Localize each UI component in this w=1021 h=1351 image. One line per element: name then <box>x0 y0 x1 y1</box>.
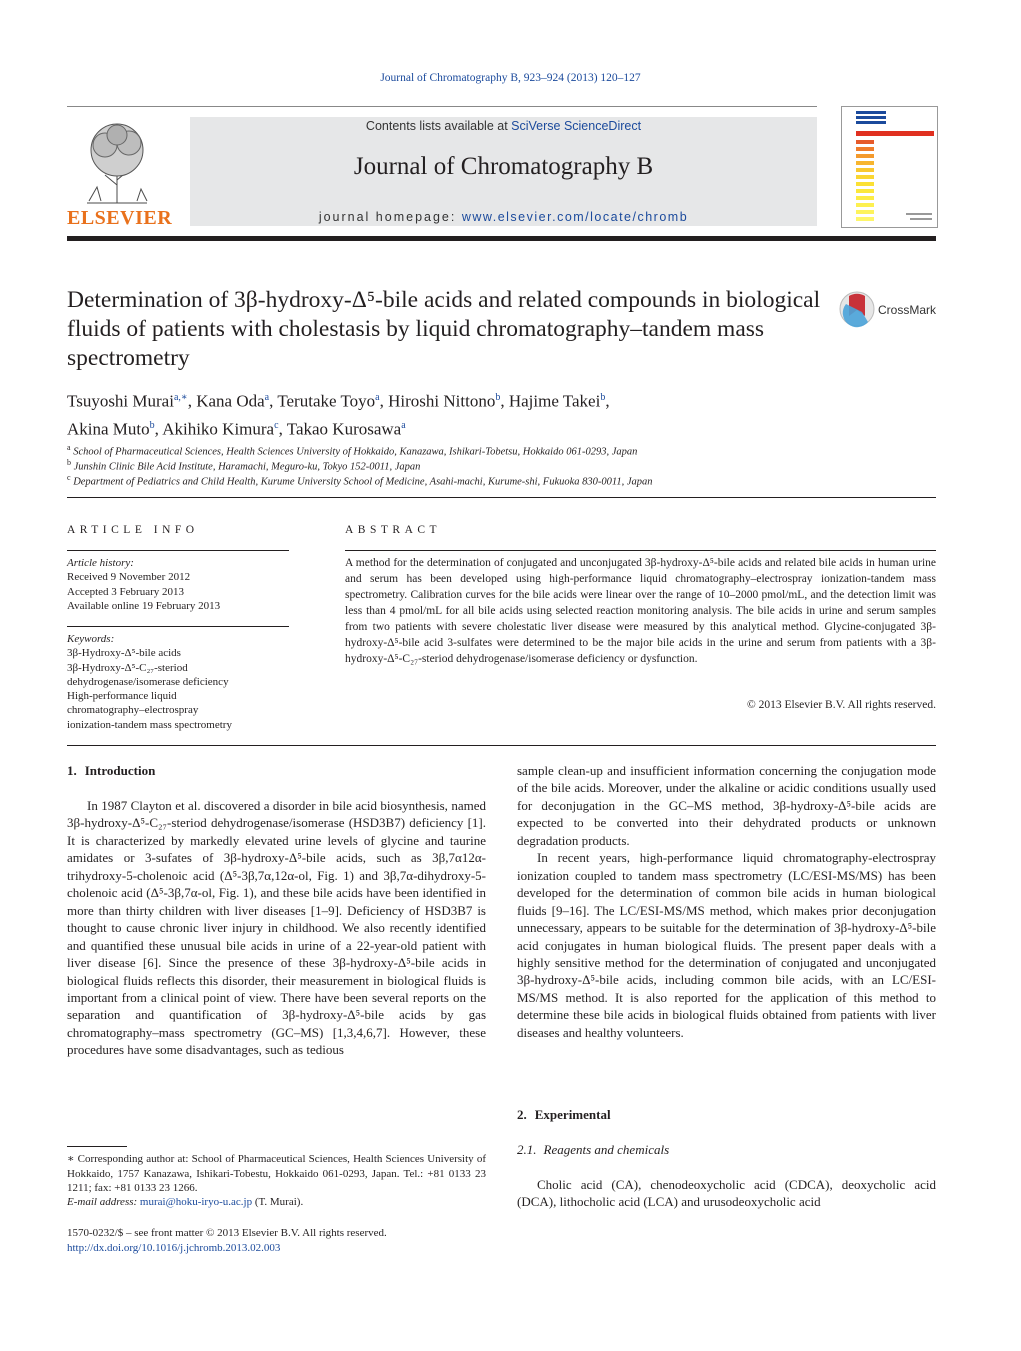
author-list <box>67 386 936 441</box>
author-separator: , <box>269 391 278 411</box>
elsevier-wordmark: ELSEVIER <box>67 207 173 229</box>
journal-reference[interactable]: Journal of Chromatography B, 923–924 (2013) 120–127 <box>380 72 641 84</box>
subsection-number: 2.1. <box>517 1142 537 1157</box>
crossmark-icon[interactable] <box>838 290 938 330</box>
author[interactable]: Hiroshi Nittono <box>388 391 496 411</box>
email-label: E-mail address: <box>67 1196 140 1208</box>
crossmark-label: CrossMark <box>878 303 937 317</box>
keyword: chromatography–electrospray <box>67 704 199 717</box>
header-divider <box>67 497 936 498</box>
section-title: Introduction <box>84 763 156 778</box>
author-separator: , <box>379 391 389 411</box>
author-affil-mark[interactable]: b <box>600 392 606 403</box>
author-separator: , <box>187 391 197 411</box>
email-suffix: (T. Murai). <box>252 1196 304 1208</box>
affiliation-c <box>67 470 936 490</box>
author-line-1 <box>67 386 936 414</box>
col2-paragraph-1: sample clean-up and insufficient information concerning the conjugation mode of the bile acids. Moreover, under the alkaline or acidic conditions usually used for deconjugation in the GC–MS method, 3β-hydroxy-Δ⁵-bile acids are expected to be converted into their dehydrated products or unknown degradation products. <box>517 763 936 848</box>
section-number: 1. <box>67 763 77 778</box>
affiliation-text: Junshin Clinic Bile Acid Institute, Haramachi, Meguro-ku, Tokyo 152-0011, Japan <box>73 461 421 473</box>
article-history <box>67 556 289 613</box>
homepage-link[interactable]: www.elsevier.com/locate/chromb <box>461 210 689 224</box>
abstract-copyright: © 2013 Elsevier B.V. All rights reserved. <box>747 699 936 711</box>
keyword: High-performance liquid <box>67 690 177 703</box>
author-line-2 <box>67 414 936 442</box>
keyword: 3β-Hydroxy-Δ⁵-bile acids <box>67 647 181 660</box>
intro-paragraph-1: In 1987 Clayton et al. discovered a disorder in bile acid biosynthesis, named 3β-hydroxy-Δ⁵-C₂₇-steriod dehydrogenase/isomerase (HSD3B7) deficiency [1]. It is characterized by markedly elevated urine levels of glycine and taurine amidates or 3-sufates of 3β-hydroxy-Δ⁵-bile acids, such as 3β,7α12α-trihydroxy-5-cholenoic acid (Δ⁵-3β,7α,12α-ol, Fig. 1) and 3β,7α-dihydroxy-5-cholenoic acid (Δ⁵-3β,7α-ol, Fig. 1), and these bile acids have been identified in more than thirty children with liver diseases [1–9]. Deficiency of HSD3B7 is thought to cause chronic liver injury in childhood. We also recently identified and quantified these unusual bile acids in urine of a 22-year-old patient with liver disease [6]. Since the presence of these 3β-hydroxy-Δ⁵-bile acids in biological fluids reflects this disorder, their measurement in biological fluids is important from a clinical point of view. There have been several reports on the separation and quantification of 3β-hydroxy-Δ⁵-bile acids by gas chromatography–mass spectrometry (GC–MS) [1,3,4,6,7]. However, these procedures have some disadvantages, such as tedious <box>67 798 486 1058</box>
contents-prefix: Contents lists available at <box>365 119 512 133</box>
author[interactable]: Kana Oda <box>196 391 265 411</box>
author-affil-mark[interactable]: a <box>375 392 380 403</box>
author-affil-mark[interactable]: a <box>264 392 270 403</box>
author[interactable]: Akihiko Kimura <box>162 419 275 439</box>
author-separator: , <box>154 419 163 439</box>
journal-title: Journal of Chromatography B <box>353 153 654 180</box>
article-title: Determination of 3β-hydroxy-Δ⁵-bile acids and related compounds in biological fluids of patients with cholestasis by liquid chromatography–tandem mass spectrometry <box>67 287 821 371</box>
author[interactable]: Tsuyoshi Murai <box>67 391 174 411</box>
corresponding-author-footnote: ∗ Corresponding author at: School of Pharmaceutical Sciences, Health Sciences University of Hokkaido, 1757 Kanazawa, Ishikari-Tobestu, Hokkaido 061-0293, Japan. Tel.: +81 0133 23 1211; fax: +81 0133 23 1266. <box>67 1153 486 1194</box>
author[interactable]: Takao Kurosawa <box>286 419 402 439</box>
footnote-rule <box>67 1146 127 1147</box>
abstract-heading: ABSTRACT <box>345 524 442 536</box>
author-affil-mark[interactable]: a,∗ <box>173 392 188 403</box>
author-affil-mark[interactable]: b <box>149 419 155 431</box>
accepted-date: Accepted 3 February 2013 <box>67 585 184 598</box>
article-info-heading: ARTICLE INFO <box>67 524 199 536</box>
reagents-text <box>517 1176 936 1211</box>
author-separator: , <box>500 391 509 411</box>
contents-line <box>190 119 817 133</box>
section-heading-experimental <box>517 1107 611 1123</box>
author-separator: , <box>278 419 287 439</box>
col2-paragraph-3: Cholic acid (CA), chenodeoxycholic acid (CDCA), deoxycholic acid (DCA), lithocholic acid (LCA) and urusodeoxycholic acid <box>517 1177 936 1210</box>
author-separator: , <box>605 391 610 411</box>
subsection-title: Reagents and chemicals <box>543 1142 670 1157</box>
section-number: 2. <box>517 1107 527 1122</box>
issn-line: 1570-0232/$ – see front matter © 2013 Elsevier B.V. All rights reserved. <box>67 1227 387 1239</box>
author[interactable]: Hajime Takei <box>508 391 601 411</box>
author[interactable]: Akina Muto <box>67 419 150 439</box>
author[interactable]: Terutake Toyo <box>277 391 376 411</box>
issn-block <box>67 1226 567 1256</box>
section-heading-introduction <box>67 763 155 779</box>
online-date: Available online 19 February 2013 <box>67 599 221 612</box>
keyword: dehydrogenase/isomerase deficiency <box>67 675 229 688</box>
keywords-rule <box>67 626 289 627</box>
keywords-block <box>67 632 289 732</box>
history-label: Article history: <box>67 557 134 569</box>
journal-homepage <box>190 210 817 224</box>
affiliation-mark: b <box>67 458 71 467</box>
affiliation-text: Department of Pediatrics and Child Health, Kurume University School of Medicine, Asahi-machi, Kurume-shi, Fukuoka 830-0011, Japan <box>73 476 653 488</box>
sciencedirect-link[interactable]: SciVerse ScienceDirect <box>511 119 642 133</box>
author-affil-mark[interactable]: b <box>495 392 501 403</box>
keyword: 3β-Hydroxy-Δ⁵-C₂₇-steriod <box>67 661 188 674</box>
masthead-top-rule <box>67 106 817 107</box>
doi-link[interactable]: http://dx.doi.org/10.1016/j.jchromb.2013.02.003 <box>67 1242 281 1254</box>
introduction-column <box>67 797 486 1059</box>
masthead-bottom-rule <box>67 236 936 241</box>
author-affil-mark[interactable]: a <box>401 419 406 431</box>
email-footnote <box>67 1196 486 1208</box>
affiliation-text: School of Pharmaceutical Sciences, Health Sciences University of Hokkaido, Kanazawa, Ishikari-Tobetsu, Hokkaido 061-0293, Japan <box>73 446 638 458</box>
column-2-text <box>517 762 936 1041</box>
author-affil-mark[interactable]: c <box>274 419 279 431</box>
article-info-rule <box>67 550 289 551</box>
col2-paragraph-2: In recent years, high-performance liquid chromatography-electrospray ionization coupled to tandem mass spectrometry (LC/ESI-MS/MS) has been developed for the determination of common bile acids in human biological fluids [9–16]. The LC/ESI-MS/MS method, which makes prior deconjugation unnecessary, appears to be suitable for the determination of 3β-hydroxy-Δ⁵-bile acid conjugates in human biological fluids. The present paper deals with a highly sensitive method for the determination of conjugated and unconjugated 3β-hydroxy-Δ⁵-bile acids, including common bile acids, with an LC/ESI-MS/MS method. It is also reported for the application of this method to determine these bile acids in biological fluids obtained from patients with liver diseases and healthy volunteers. <box>517 850 936 1040</box>
abstract-divider <box>67 745 936 746</box>
subsection-heading-reagents <box>517 1142 669 1158</box>
email-link[interactable]: murai@hoku-iryo-u.ac.jp <box>139 1196 253 1208</box>
affiliation-mark: a <box>67 443 71 452</box>
keywords-label: Keywords: <box>67 633 115 645</box>
abstract-text: A method for the determination of conjugated and unconjugated 3β-hydroxy-Δ⁵-bile acids and related bile acids in human urine and serum has been developed using high-performance liquid chromatography–electrospray ionization-tandem mass spectrometry. Calibration curves for the bile acids were linear over the range of 10–2000 pmol/mL, and the detection limit was less than 4 pmol/mL for all bile acids using selected reaction monitoring analysis. The bile acids in urine and serum samples from two patients with severe cholestatic liver disease were measured by this analytical method. Glycine-conjugated 3β-hydroxy-Δ⁵-bile acid 3-sulfates were determined to be the major bile acids in the urine and serum from patients with a 3β-hydroxy-Δ⁵-C₂₇-steriod dehydrogenase/isomerase deficiency or dysfunction. <box>345 557 936 665</box>
homepage-prefix: journal homepage: <box>318 210 462 224</box>
keyword: ionization-tandem mass spectrometry <box>67 718 232 731</box>
section-title: Experimental <box>534 1107 611 1122</box>
journal-cover-thumbnail <box>841 106 938 228</box>
received-date: Received 9 November 2012 <box>67 571 191 584</box>
abstract-rule <box>345 550 936 551</box>
affiliation-mark: c <box>67 473 71 482</box>
